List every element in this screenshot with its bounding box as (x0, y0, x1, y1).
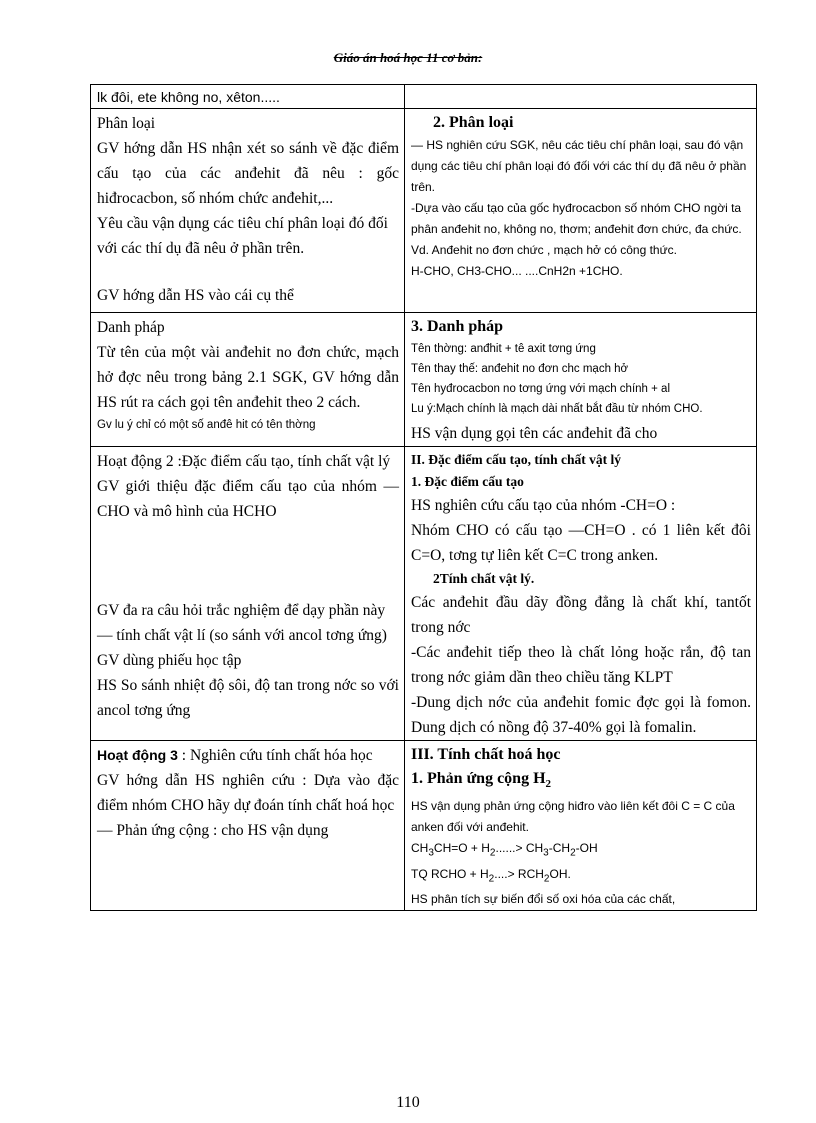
section-label: Hoạt động 2 :Đặc điểm cấu tạo, tính chất vật lý (97, 453, 391, 470)
table-row (91, 447, 757, 741)
cell-text (97, 743, 399, 768)
cell-text: — HS nghiên cứu SGK, nêu các tiêu chí phân loại, sau đó vận dụng các tiêu chí phân loại đó đối với các thí dụ đã nêu ở phần trên. (411, 138, 747, 194)
table-cell (405, 85, 757, 109)
cell-text: Yêu cầu vận dụng các tiêu chí phân loại đó đối với các thí dụ đã nêu ở phần trên. (97, 215, 388, 257)
cell-text: HS vận dụng gọi tên các anđehit đã cho (411, 425, 658, 442)
table-cell (91, 741, 405, 911)
cell-text: GV hớng dẫn HS vào cái cụ thể (97, 287, 294, 304)
activity-text: : Nghiên cứu tính chất hóa học (177, 747, 373, 764)
cell-text: Nhóm CHO có cấu tạo —CH=O . có 1 liên kết đôi C=O, tơng tự liên kết C=C trong anken. (411, 522, 751, 564)
cell-text: H-CHO, CH3-CHO... ....CnH2n +1CHO. (411, 264, 623, 278)
cell-text: -Dung dịch nớc của anđehit fomic đợc gọi là fomon. Dung dịch có nồng độ 37-40% gọi là fomalin. (411, 694, 751, 736)
subsection-heading: 2Tính chất vật lý. (433, 571, 535, 586)
cell-text: HS nghiên cứu cấu tạo của nhóm -CH=O : (411, 497, 676, 514)
cell-text: Từ tên của một vài anđehit no đơn chức, mạch hở đợc nêu trong bảng 2.1 SGK, GV hớng dẫn HS rút ra cách gọi tên anđehit theo 2 cách. (97, 344, 399, 411)
cell-text: HS vận dụng phản ứng cộng hiđro vào liên kết đôi C = C của anken đối với anđehit. (411, 799, 735, 835)
cell-text: Gv lu ý chỉ có một số anđê hit có tên thờng (97, 419, 316, 431)
section-heading: III. Tính chất hoá học (411, 746, 561, 763)
subsection-heading: 1. Phản ứng cộng $H_2$ (411, 770, 552, 791)
table-row (91, 85, 757, 109)
cell-text: GV hớng dẫn HS nghiên cứu : Dựa vào đặc điểm nhóm CHO hãy dự đoán tính chất hoá học (97, 772, 399, 814)
table-cell (405, 447, 757, 741)
cell-text: -Các anđehit tiếp theo là chất lỏng hoặc rắn, độ tan trong nớc giảm dần theo chiều tăng KLPT (411, 644, 751, 686)
cell-text: Tên thờng: anđhit + tê axit tơng ứng (411, 343, 596, 355)
cell-text: Tên hyđrocacbon no tơng ứng với mạch chính + al (411, 383, 670, 395)
page-header: Giáo án hoá học 11 cơ bản: (333, 50, 483, 65)
lesson-table (90, 84, 757, 911)
cell-text: GV hớng dẫn HS nhận xét so sánh về đặc điểm cấu tạo của các anđehit đã nêu : gốc hiđrocacbon, số nhóm chức anđehit,... (97, 140, 399, 207)
table-row (91, 741, 757, 911)
table-cell (91, 447, 405, 741)
section-heading: II. Đặc điểm cấu tạo, tính chất vật lý (411, 452, 621, 467)
reaction-equation: TQ RCHO + $H_2....> RCH_2OH$. (411, 866, 571, 884)
cell-text: GV dùng phiếu học tập (97, 652, 242, 669)
table-cell (91, 313, 405, 447)
cell-text: -Dựa vào cấu tạo của gốc hyđrocacbon số nhóm CHO ngời ta phân anđehit no, không no, thơm; anđehit đơn chức, đa chức. (411, 201, 742, 236)
cell-text: HS phân tích sự biến đổi số oxi hóa của các chất, (411, 891, 676, 906)
cell-text: lk đôi, ete không no, xêton..... (97, 89, 280, 105)
cell-text: — Phản ứng cộng : cho HS vận dụng (97, 822, 329, 839)
cell-text: GV giới thiệu đặc điểm cấu tạo của nhóm —CHO và mô hình của HCHO (97, 478, 399, 520)
reaction-equation: $CH_3CH=O + H_2......> CH_3-CH_2-OH$ (411, 841, 598, 859)
table-cell (405, 109, 757, 313)
section-label: Danh pháp (97, 319, 165, 336)
cell-text: GV đa ra câu hỏi trắc nghiệm để dạy phần này (97, 602, 386, 619)
cell-text: Lu ý:Mạch chính là mạch dài nhất bắt đầu từ nhóm CHO. (411, 403, 703, 415)
section-heading: 3. Danh pháp (411, 318, 504, 335)
page-number: 110 (396, 1094, 420, 1111)
table-cell (91, 85, 405, 109)
section-label: Phân loại (97, 115, 156, 132)
cell-text: HS So sánh nhiệt độ sôi, độ tan trong nớc so với ancol tơng ứng (97, 677, 399, 719)
table-row (91, 313, 757, 447)
table-row (91, 109, 757, 313)
table-cell (405, 313, 757, 447)
cell-text: Vd. Anđehit no đơn chức , mạch hở có công thức. (411, 243, 677, 257)
cell-text: — tính chất vật lí (so sánh với ancol tơng ứng) (97, 627, 387, 644)
subsection-heading: 1. Đặc điểm cấu tạo (411, 474, 524, 489)
cell-text: Các anđehit đầu dãy đồng đẳng là chất khí, tantốt trong nớc (411, 594, 751, 636)
table-cell (405, 741, 757, 911)
table-cell (91, 109, 405, 313)
cell-text: Tên thay thế: anđehit no đơn chc mạch hở (411, 363, 629, 375)
activity-label: Hoạt động 3 (97, 747, 178, 763)
section-heading: 2. Phân loại (433, 114, 514, 131)
